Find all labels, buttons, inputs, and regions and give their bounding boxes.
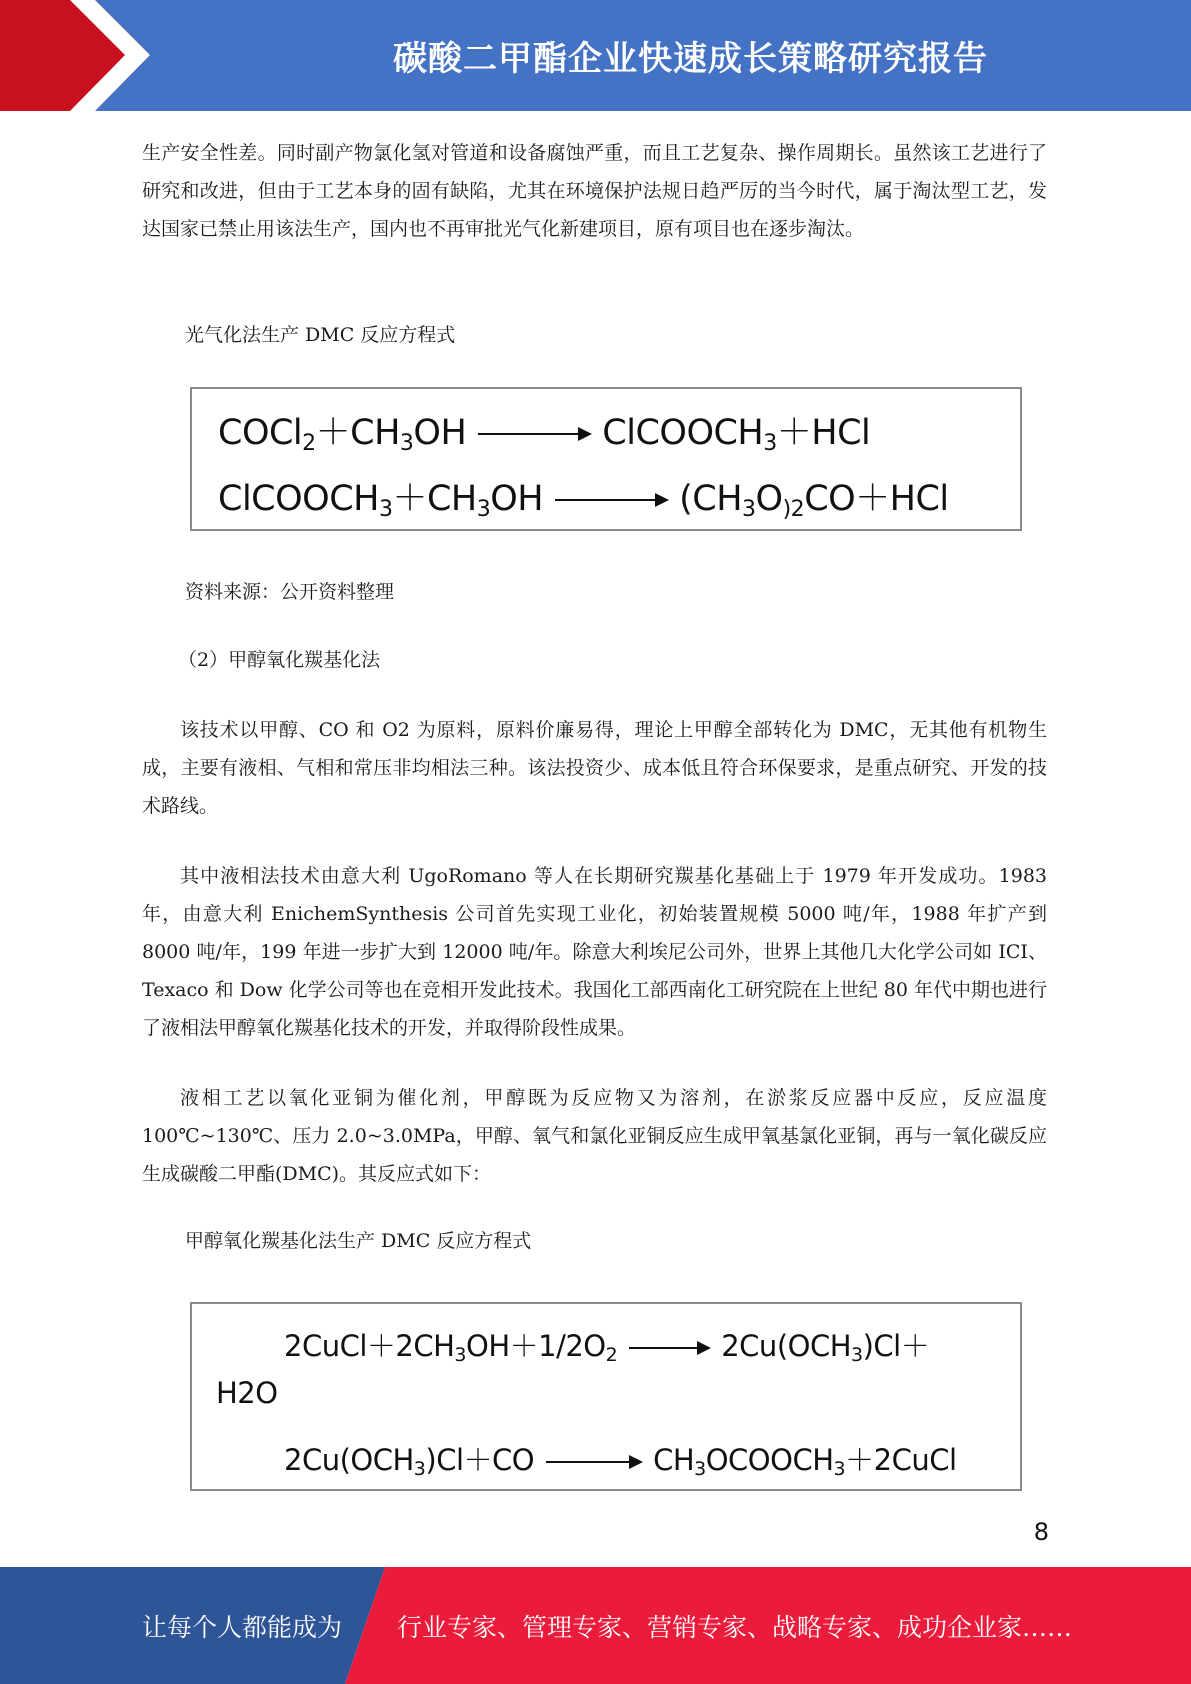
eq-text: 2CuCl＋2CH	[284, 1329, 455, 1363]
eq-sub: 3	[399, 431, 414, 456]
eq-text: ClCOOCH	[602, 413, 764, 453]
eq-sub: 3	[378, 497, 393, 522]
eq-text: CH	[653, 1443, 695, 1477]
eq-sub: 2	[302, 431, 316, 456]
eq-sub: )2	[782, 497, 805, 522]
eq-text: O	[755, 479, 783, 519]
paragraph-liquid-phase-process: 液相工艺以氧化亚铜为催化剂，甲醇既为反应物又为溶剂，在淤浆反应器中反应，反应温度 100℃~130℃、压力 2.0~3.0MPa，甲醇、氧气和氯化亚铜反应生成甲氧基氯化亚铜，再与一氧化碳反应生成碳酸二甲酯(DMC)。其反应式如下：	[142, 1087, 1047, 1185]
eq-text: 2Cu(OCH	[284, 1443, 414, 1477]
eq-text: )Cl＋CO	[425, 1443, 535, 1477]
report-title: 碳酸二甲酯企业快速成长策略研究报告	[393, 39, 988, 79]
eq-text: OH＋1/2O	[466, 1329, 606, 1363]
equation-line	[284, 1438, 957, 1479]
reaction-arrow-icon	[629, 1347, 709, 1349]
eq-text: OH	[413, 413, 467, 453]
eq-text: OH	[490, 479, 544, 519]
eq-sub: 3	[851, 1344, 863, 1366]
paragraph-liquid-phase-history: 其中液相法技术由意大利 UgoRomano 等人在长期研究羰基化基础上于 1979 年开发成功。1983 年，由意大利 EnichemSynthesis 公司首先实现工业化，初始装置规模 5000 吨/年，1988 年扩产到 8000 吨/年，199 年进一步扩大到 12000 吨/年。除意大利埃尼公司外，世界上其他几大化学公司如 ICI、Texaco 和 Dow 化学公司等也在竞相开发此技术。我国化工部西南化工研究院在上世纪 80 年代中期也进行了液相法甲醇氧化羰基化技术的开发，并取得阶段性成果。	[142, 865, 1047, 1039]
eq-text: )Cl＋	[862, 1329, 930, 1363]
footer-slogan-right: 行业专家、管理专家、营销专家、战略专家、成功企业家……	[397, 1612, 1073, 1642]
section-heading-oxidative-carbonylation: （2）甲醇氧化羰基化法	[178, 649, 381, 671]
eq-text: OCOOCH	[705, 1443, 834, 1477]
equation-line	[218, 471, 949, 521]
eq-text: ＋CH	[315, 413, 400, 453]
reaction-arrow-icon	[546, 1461, 641, 1463]
equation-caption-carbonylation: 甲醇氧化羰基化法生产 DMC 反应方程式	[185, 1230, 532, 1252]
eq-sub: 3	[413, 1458, 426, 1480]
equation-line	[284, 1324, 929, 1365]
eq-sub: 3	[742, 497, 756, 522]
chevron-icon	[0, 0, 160, 111]
equation-box-carbonylation	[190, 1302, 1022, 1491]
source-note: 资料来源：公开资料整理	[185, 581, 395, 603]
eq-sub: 3	[476, 497, 491, 522]
footer-slogan-left: 让每个人都能成为	[142, 1612, 343, 1642]
equation-line	[218, 405, 870, 455]
eq-sub: 2	[605, 1344, 618, 1366]
page-header	[0, 0, 1191, 111]
eq-text: ＋HCl	[776, 413, 871, 453]
paragraph-technology-overview: 该技术以甲醇、CO 和 O2 为原料，原料价廉易得，理论上甲醇全部转化为 DMC，无其他有机物生成，主要有液相、气相和常压非均相法三种。该法投资少、成本低且符合环保要求，是重点研究、开发的技术路线。	[142, 719, 1047, 817]
page-footer	[0, 1567, 1191, 1684]
eq-sub: 3	[763, 431, 777, 456]
eq-text: ＋CH	[392, 479, 477, 519]
paragraph-phosgene-drawbacks: 生产安全性差。同时副产物氯化氢对管道和设备腐蚀严重，而且工艺复杂、操作周期长。虽然该工艺进行了研究和改进，但由于工艺本身的固有缺陷，尤其在环境保护法规日趋严厉的当今时代，属于淘汰型工艺，发达国家已禁止用该法生产，国内也不再审批光气化新建项目，原有项目也在逐步淘汰。	[142, 142, 1047, 240]
eq-sub: 3	[454, 1344, 466, 1366]
eq-text: 2Cu(OCH	[721, 1329, 852, 1363]
eq-text: ＋2CuCl	[845, 1443, 957, 1477]
reaction-arrow-icon	[478, 433, 590, 435]
eq-text: ClCOOCH	[218, 479, 379, 519]
eq-text: COCl	[218, 413, 303, 453]
eq-text: (CH	[679, 479, 743, 519]
eq-text: CO＋HCl	[804, 479, 949, 519]
eq-sub: 3	[833, 1458, 846, 1480]
reaction-arrow-icon	[555, 499, 667, 501]
equation-line-wrap: H2O	[216, 1376, 278, 1410]
page-number: 8	[1033, 1518, 1049, 1546]
eq-sub: 3	[694, 1458, 706, 1480]
equation-box-phosgene	[190, 387, 1022, 531]
equation-caption-phosgene: 光气化法生产 DMC 反应方程式	[185, 324, 456, 346]
